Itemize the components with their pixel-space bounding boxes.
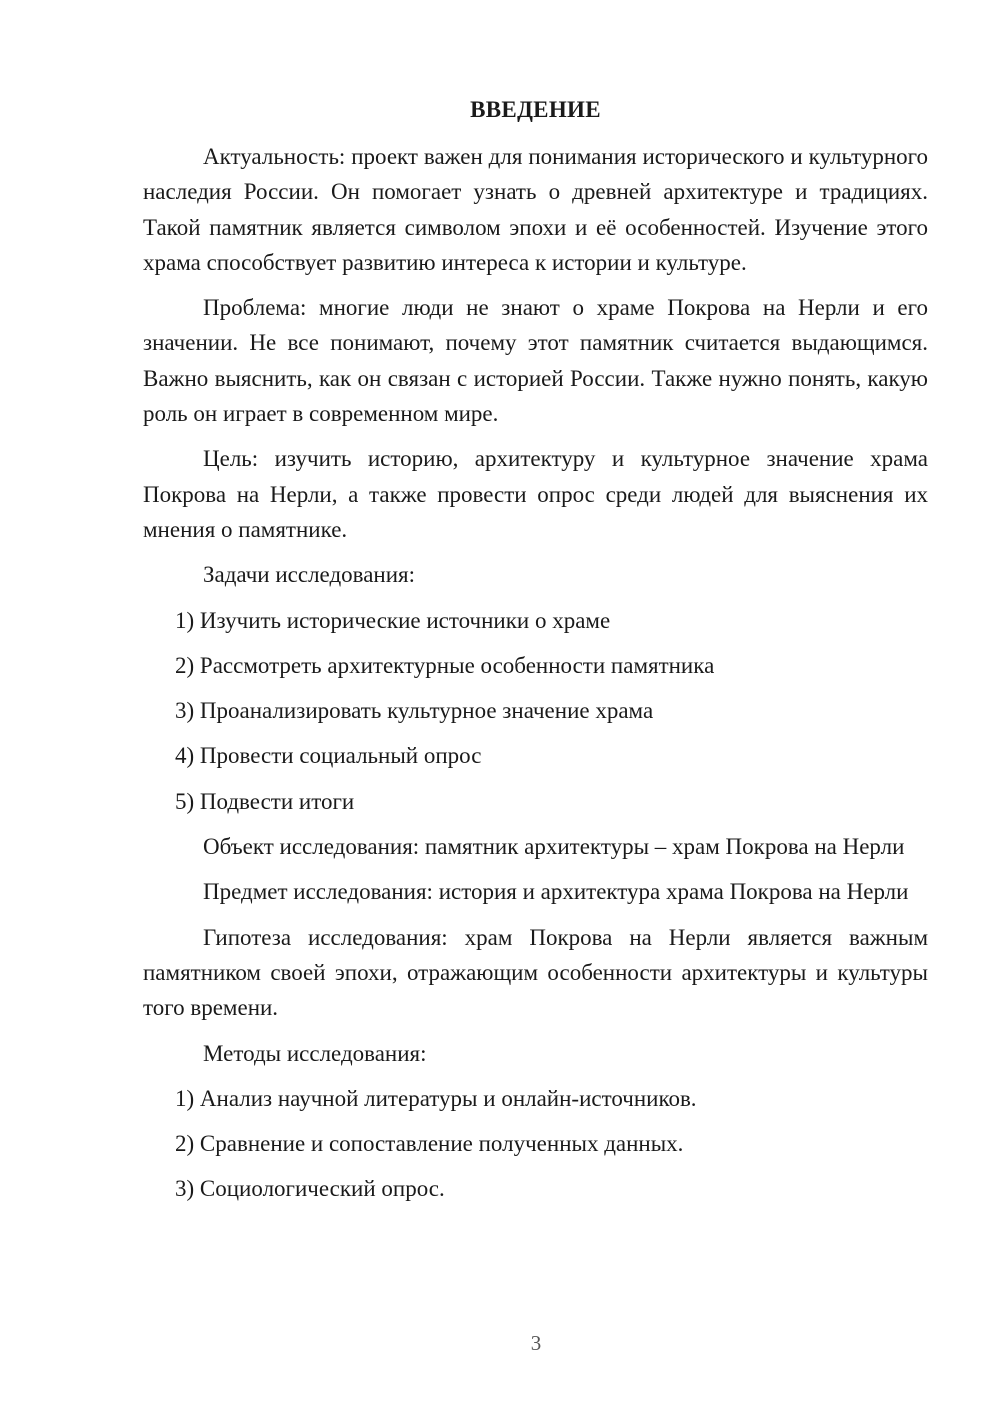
page-number: 3 — [530, 1331, 542, 1355]
method-item: 2) Сравнение и сопоставление полученных данных. — [175, 1131, 684, 1157]
problem-paragraph: Проблема: многие люди не знают о храме Покрова на Нерли и его значении. Не все понимают, почему этот памятник считается выдающимся. Важно выяснить, как он связан с историей России. Также нужно понять, какую роль он играет в современном мире. — [143, 295, 928, 427]
methods-heading: Методы исследования: — [203, 1040, 427, 1066]
tasks-heading: Задачи исследования: — [203, 562, 416, 588]
goal-paragraph: Цель: изучить историю, архитектуру и культурное значение храма Покрова на Нерли, а также провести опрос среди людей для выяснения их мнения о памятнике. — [143, 446, 928, 542]
hypothesis-paragraph: Гипотеза исследования: храм Покрова на Нерли является важным памятником своей эпохи, отражающим особенности архитектуры и культуры того времени. — [143, 924, 928, 1021]
method-item: 3) Социологический опрос. — [175, 1176, 445, 1202]
task-item: 5) Подвести итоги — [175, 788, 355, 814]
document-page — [143, 92, 928, 1207]
relevance-paragraph: Актуальность: проект важен для понимания исторического и культурного наследия России. Он помогает узнать о древней архитектуре и традициях. Такой памятник является символом эпохи и её особенностей. Изучение этого храма способствует развитию интереса к истории и культуре. — [143, 144, 928, 275]
task-item: 1) Изучить исторические источники о храме — [175, 607, 611, 633]
method-item: 1) Анализ научной литературы и онлайн-источников. — [175, 1085, 697, 1111]
task-item: 2) Рассмотреть архитектурные особенности памятника — [175, 652, 715, 678]
task-item: 3) Проанализировать культурное значение храма — [175, 698, 654, 724]
task-item: 4) Провести социальный опрос — [175, 743, 482, 769]
page-title: ВВЕДЕНИЕ — [470, 97, 601, 122]
object-paragraph: Объект исследования: памятник архитектуры – храм Покрова на Нерли — [203, 834, 905, 860]
subject-paragraph: Предмет исследования: история и архитектура храма Покрова на Нерли — [203, 879, 909, 905]
